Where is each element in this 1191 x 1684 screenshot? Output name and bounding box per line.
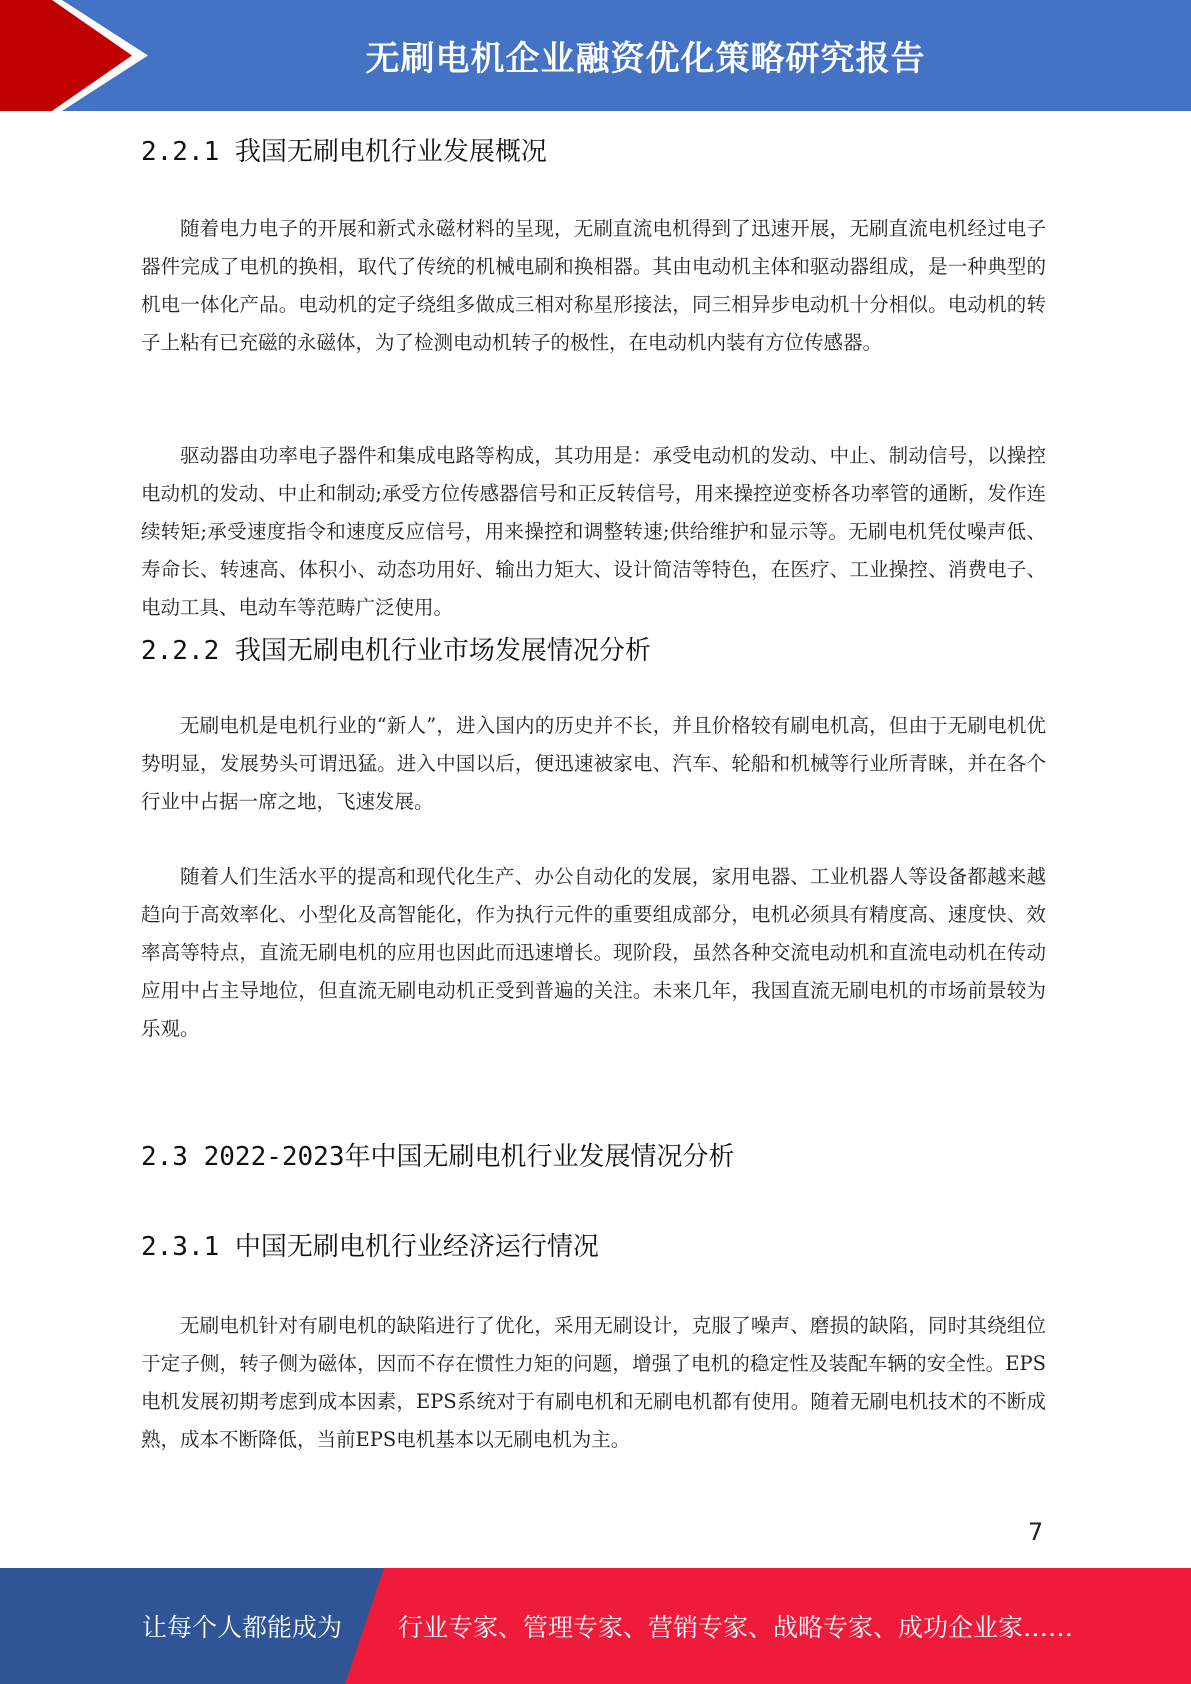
section-heading-2-3-1: 2.3.1 中国无刷电机行业经济运行情况 bbox=[141, 1232, 599, 1262]
page-number: 7 bbox=[1028, 1518, 1044, 1546]
footer-slogan-right: 行业专家、管理专家、营销专家、战略专家、成功企业家…… bbox=[398, 1613, 1074, 1642]
paragraph: 驱动器由功率电子器件和集成电路等构成，其功用是：承受电动机的发动、中止、制动信号，以操控电动机的发动、中止和制动;承受方位传感器信号和正反转信号，用来操控逆变桥各功率管的通断，发作连续转矩;承受速度指令和速度反应信号，用来操控和调整转速;供给维护和显示等。无刷电机凭仗噪声低、寿命长、转速高、体积小、动态功用好、输出力矩大、设计简洁等特色，在医疗、工业操控、消费电子、电动工具、电动车等范畴广泛使用。 bbox=[141, 444, 1046, 619]
section-heading-2-2-1: 2.2.1 我国无刷电机行业发展概况 bbox=[141, 137, 547, 167]
paragraph: 无刷电机针对有刷电机的缺陷进行了优化，采用无刷设计，克服了噪声、磨损的缺陷，同时其绕组位于定子侧，转子侧为磁体，因而不存在惯性力矩的问题，增强了电机的稳定性及装配车辆的安全性。EPS电机发展初期考虑到成本因素，EPS系统对于有刷电机和无刷电机都有使用。随着无刷电机技术的不断成熟，成本不断降低，当前EPS电机基本以无刷电机为主。 bbox=[141, 1314, 1046, 1451]
page-header bbox=[0, 0, 1191, 111]
section-heading-2-2-2: 2.2.2 我国无刷电机行业市场发展情况分析 bbox=[141, 636, 651, 666]
page-footer bbox=[0, 1568, 1191, 1684]
paragraph: 无刷电机是电机行业的“新人”，进入国内的历史并不长，并且价格较有刷电机高，但由于无刷电机优势明显，发展势头可谓迅猛。进入中国以后，便迅速被家电、汽车、轮船和机械等行业所青睐，并在各个行业中占据一席之地，飞速发展。 bbox=[141, 714, 1046, 813]
header-chevron-graphic bbox=[0, 0, 160, 111]
footer-slogan-left: 让每个人都能成为 bbox=[142, 1613, 343, 1642]
report-title: 无刷电机企业融资优化策略研究报告 bbox=[365, 39, 926, 79]
paragraph: 随着人们生活水平的提高和现代化生产、办公自动化的发展，家用电器、工业机器人等设备都越来越趋向于高效率化、小型化及高智能化，作为执行元件的重要组成部分，电机必须具有精度高、速度快、效率高等特点，直流无刷电机的应用也因此而迅速增长。现阶段，虽然各种交流电动机和直流电动机在传动应用中占主导地位，但直流无刷电动机正受到普遍的关注。未来几年，我国直流无刷电机的市场前景较为乐观。 bbox=[141, 865, 1046, 1040]
paragraph: 随着电力电子的开展和新式永磁材料的呈现，无刷直流电机得到了迅速开展，无刷直流电机经过电子器件完成了电机的换相，取代了传统的机械电刷和换相器。其由电动机主体和驱动器组成，是一种典型的机电一体化产品。电动机的定子绕组多做成三相对称星形接法，同三相异步电动机十分相似。电动机的转子上粘有已充磁的永磁体，为了检测电动机转子的极性，在电动机内装有方位传感器。 bbox=[141, 217, 1046, 354]
section-heading-2-3: 2.3 2022-2023年中国无刷电机行业发展情况分析 bbox=[141, 1142, 735, 1172]
